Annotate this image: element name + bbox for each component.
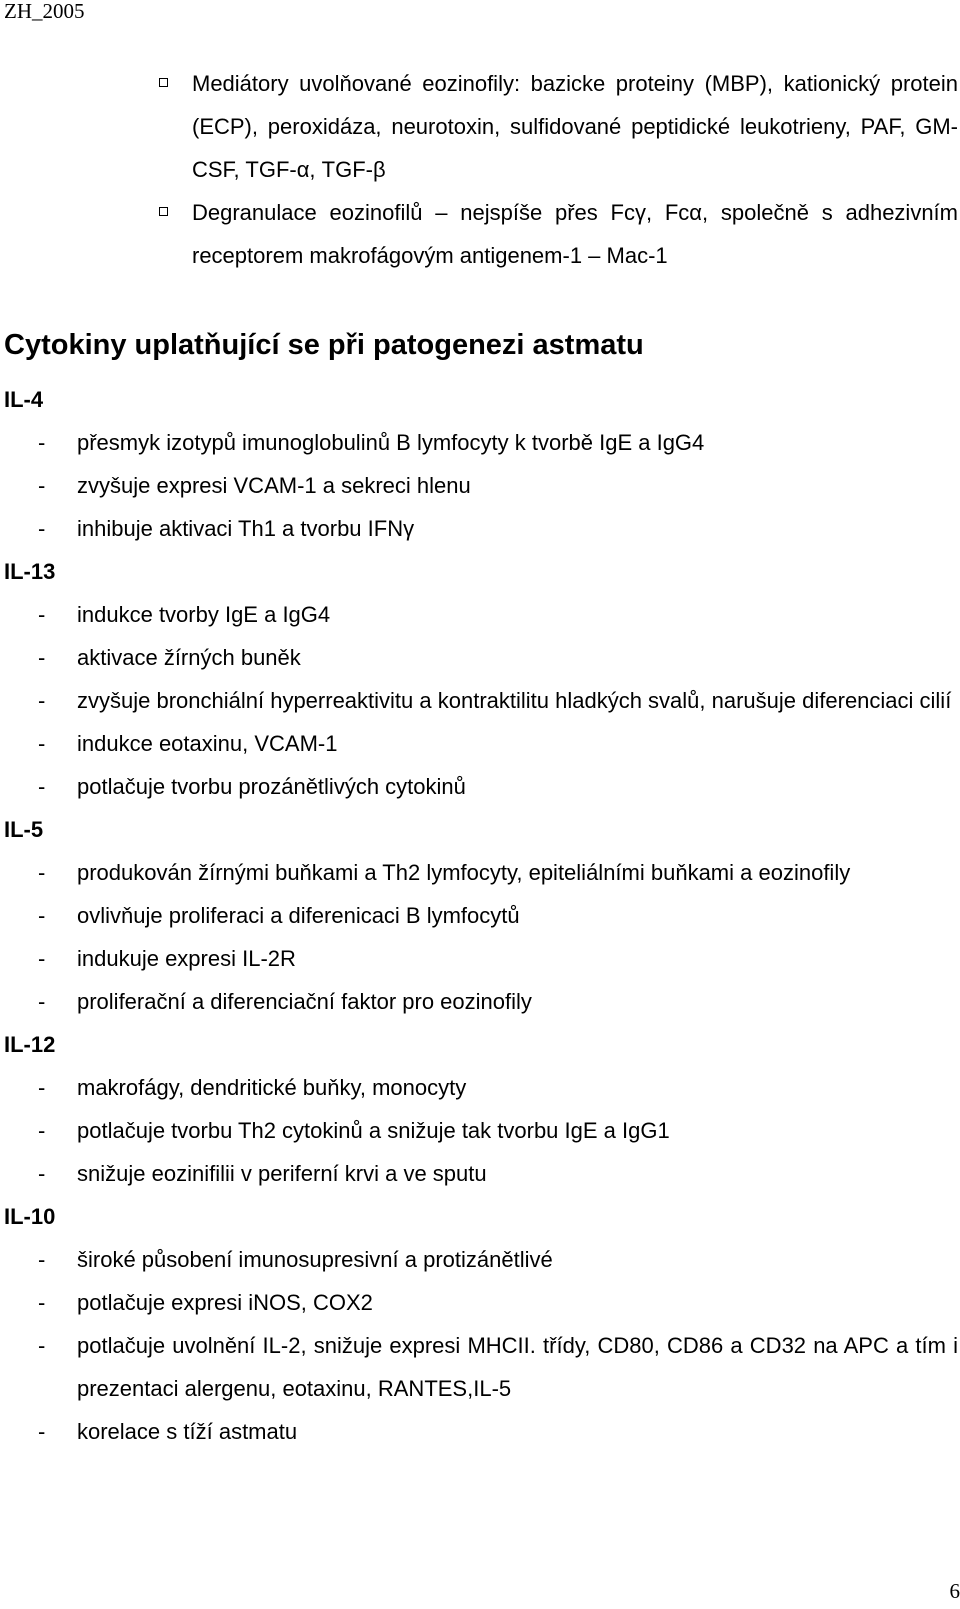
dash-bullet: - (38, 1161, 46, 1186)
list-item-text: aktivace žírných buněk (77, 645, 301, 670)
list-item-text: indukce tvorby IgE a IgG4 (77, 602, 331, 627)
list-item-text: přesmyk izotypů imunoglobulinů B lymfocyty k tvorbě IgE a IgG4 (77, 430, 705, 455)
list-item (4, 894, 958, 937)
list-item (4, 679, 958, 722)
cytokine-heading: IL-12 (4, 1032, 56, 1057)
bullet-item (157, 62, 958, 191)
cytokine-heading: IL-13 (4, 559, 56, 584)
dash-bullet: - (38, 1290, 46, 1315)
dash-bullet: - (38, 903, 46, 928)
header-label: ZH_2005 (4, 0, 85, 23)
list-item (4, 1281, 958, 1324)
list-item (4, 937, 958, 980)
dash-bullet: - (38, 1247, 46, 1272)
list-item (4, 507, 958, 550)
dash-bullet: - (38, 774, 46, 799)
bullet-text: Degranulace eozinofilů – nejspíše přes Fcγ, Fcα, společně s adhezivním receptorem makrofágovým antigenem-1 – Mac-1 (192, 200, 958, 268)
dash-bullet: - (38, 602, 46, 627)
list-item (4, 765, 958, 808)
dash-bullet: - (38, 1419, 46, 1444)
list-item-text: indukce eotaxinu, VCAM-1 (77, 731, 338, 756)
bullet-text: Mediátory uvolňované eozinofily: bazicke proteiny (MBP), kationický protein (ECP), peroxidáza, neurotoxin, sulfidované peptidické leukotrieny, PAF, GM-CSF, TGF-α, TGF-β (192, 71, 958, 182)
list-item (4, 636, 958, 679)
list-item-text: potlačuje tvorbu Th2 cytokinů a snižuje tak tvorbu IgE a IgG1 (77, 1118, 670, 1143)
dash-bullet: - (38, 1075, 46, 1100)
list-item-text: korelace s tíží astmatu (77, 1419, 298, 1444)
list-item-text: ovlivňuje proliferaci a diferenicaci B lymfocytů (77, 903, 520, 928)
dash-bullet: - (38, 860, 46, 885)
list-item-text: potlačuje expresi iNOS, COX2 (77, 1290, 373, 1315)
dash-bullet: - (38, 731, 46, 756)
list-item-text: zvyšuje bronchiální hyperreaktivitu a kontraktilitu hladkých svalů, narušuje diferenciaci cilií (77, 688, 952, 713)
list-item (4, 1066, 958, 1109)
list-item (4, 1410, 958, 1453)
list-item-text: proliferační a diferenciační faktor pro eozinofily (77, 989, 532, 1014)
list-item (4, 722, 958, 765)
list-item (4, 1109, 958, 1152)
dash-bullet: - (38, 1118, 46, 1143)
list-item-text: potlačuje tvorbu prozánětlivých cytokinů (77, 774, 466, 799)
list-item (4, 1324, 958, 1410)
list-item-text: inhibuje aktivaci Th1 a tvorbu IFNγ (77, 516, 415, 541)
list-item-text: široké působení imunosupresivní a protizánětlivé (77, 1247, 553, 1272)
list-item-text: potlačuje uvolnění IL-2, snižuje expresi MHCII. třídy, CD80, CD86 a CD32 na APC a tím i prezentaci alergenu, eotaxinu, RANTES,IL-5 (77, 1333, 958, 1401)
cytokine-heading: IL-4 (4, 387, 44, 412)
dash-bullet: - (38, 946, 46, 971)
list-item (4, 851, 958, 894)
list-item-text: snižuje eozinifilii v periferní krvi a ve sputu (77, 1161, 487, 1186)
checkbox-bullet-icon (159, 78, 168, 87)
list-item (4, 464, 958, 507)
list-item-text: produkován žírnými buňkami a Th2 lymfocyty, epiteliálními buňkami a eozinofily (77, 860, 851, 885)
cytokine-list (4, 378, 958, 1453)
dash-bullet: - (38, 430, 46, 455)
list-item-text: makrofágy, dendritické buňky, monocyty (77, 1075, 467, 1100)
list-item (4, 1152, 958, 1195)
list-item-text: zvyšuje expresi VCAM-1 a sekreci hlenu (77, 473, 471, 498)
dash-bullet: - (38, 688, 46, 713)
list-item (4, 421, 958, 464)
list-item (4, 980, 958, 1023)
list-item (4, 593, 958, 636)
dash-bullet: - (38, 516, 46, 541)
cytokine-heading: IL-5 (4, 817, 44, 842)
bullet-item (157, 191, 958, 277)
section-title: Cytokiny uplatňující se při patogenezi astmatu (4, 329, 644, 361)
dash-bullet: - (38, 645, 46, 670)
dash-bullet: - (38, 989, 46, 1014)
page-number: 6 (949, 1579, 960, 1603)
dash-bullet: - (38, 1333, 46, 1358)
list-item (4, 1238, 958, 1281)
list-item-text: indukuje expresi IL-2R (77, 946, 296, 971)
intro-bullet-list (157, 62, 958, 277)
dash-bullet: - (38, 473, 46, 498)
checkbox-bullet-icon (159, 207, 168, 216)
cytokine-heading: IL-10 (4, 1204, 56, 1229)
